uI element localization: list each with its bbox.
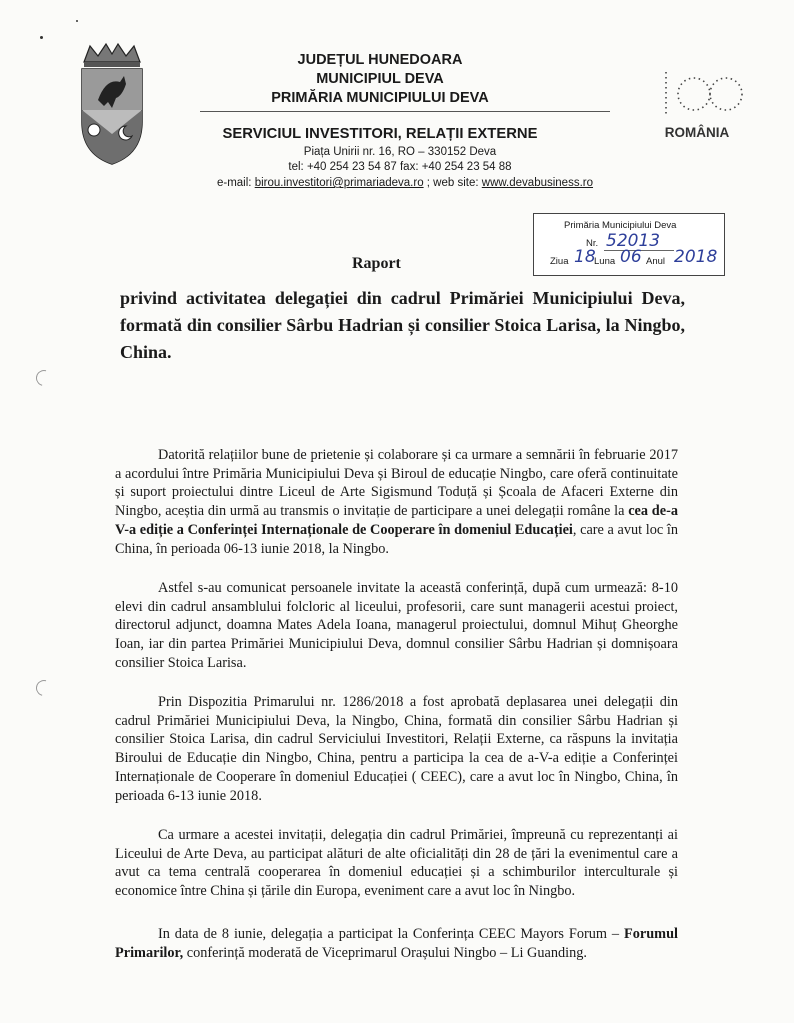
header-city-hall: PRIMĂRIA MUNICIPIULUI DEVA (271, 90, 489, 106)
centenary-icon (650, 68, 744, 120)
stamp-title: Primăria Municipiului Deva (564, 220, 677, 231)
paragraph-5 (115, 925, 678, 962)
email-link[interactable]: birou.investitori@primariadeva.ro (254, 177, 424, 189)
header-divider (200, 111, 610, 112)
registration-stamp (533, 213, 725, 276)
header-county: JUDEȚUL HUNEDOARA (297, 52, 463, 68)
paragraph-5-text-a: In data de 8 iunie, delegația a participat la Conferința CEEC Mayors Forum – (158, 926, 624, 942)
stamp-nr-label: Nr. (586, 238, 599, 249)
punch-hole-icon (33, 677, 55, 699)
badge-country: ROMÂNIA (664, 125, 730, 140)
paragraph-5-text-c: conferință moderată de Viceprimarul Orașului Ningbo – Li Guanding. (183, 944, 587, 961)
punch-hole-icon (33, 367, 55, 389)
scan-speck (40, 36, 43, 39)
paragraph-1-text-c: , care a avut loc în China, în perioada 06-13 iunie 2018, la Ningbo. (115, 521, 678, 557)
paragraph-5-bold: Forumul Primarilor, (115, 926, 678, 961)
scan-speck (76, 20, 78, 22)
paragraph-3: Prin Dispozitia Primarului nr. 1286/2018 a fost aprobată deplasarea unei delegații din cadrul Primăriei Municipiului Deva, la Ningbo, China, formată din consilier Sârbu Hadrian și consilier Stoica Larisa, din cadrul Serviciului Investitori, Relații Externe, ca răspuns la invitația Biroului de Educație din Ningbo, China, pentru a participa la cea de a-V-a ediție a Conferinței Internaționale de Cooperare în domeniul Educației ( CEEC), care a avut loc în Ningbo, China, în perioada 6-13 iunie 2018. (115, 694, 678, 804)
web-label: ; web site: (426, 177, 479, 189)
report-subject: privind activitatea delegației din cadrul Primăriei Municipiului Deva, formată din consilier Sârbu Hadrian și consilier Stoica Larisa, la Ningbo, China. (120, 288, 685, 362)
header-service: SERVICIUL INVESTITORI, RELAȚII EXTERNE (222, 126, 538, 142)
stamp-anul-label: Anul (646, 256, 666, 267)
header-phone: tel: +40 254 23 54 87 fax: +40 254 23 54 88 (288, 161, 512, 173)
website-link[interactable]: www.devabusiness.ro (481, 177, 594, 189)
stamp-luna-value: 06 (620, 247, 642, 267)
stamp-nr-value: 52013 (606, 231, 661, 251)
paragraph-4: Ca urmare a acestei invitații, delegația din cadrul Primăriei, împreună cu reprezentanți ai Liceului de Arte Deva, au participat alături de alte oficialități din 28 de țări la evenimentul care a avut ca tema centrală cooperarea în domeniul educației și a schimburilor interculturale și economice între China și țările din Europa, eveniment care a avut loc în Ningbo. (115, 827, 678, 900)
header-contact-line (195, 177, 615, 189)
email-label: e-mail: (216, 177, 252, 189)
stamp-ziua-value: 18 (574, 247, 596, 267)
paragraph-2: Astfel s-au comunicat persoanele invitate la această conferință, după cum urmează: 8-10 elevi din cadrul ansamblului folcloric al liceului, profesorii, care sunt managerii acestui proiect, directorul adjunct, doamna Mates Adela Ioana, managerul proiectului, domnul Mihuț Gheorghe Ioan, iar din partea Primăriei Municipiului Deva, domnul consilier Sârbu Hadrian și domnișoara consilier Stoica Larisa. (115, 580, 678, 671)
header-municipality: MUNICIPIUL DEVA (316, 71, 444, 87)
paragraph-1-bold: cea de-a V-a ediție a Conferinței Internaționale de Cooperare în domeniul Educației (115, 503, 678, 538)
header-address: Piața Unirii nr. 16, RO – 330152 Deva (303, 146, 497, 158)
stamp-anul-value: 2018 (674, 247, 718, 267)
stamp-luna-label: Luna (594, 256, 616, 267)
paragraph-1-text-a: Datorită relațiilor bune de prietenie și colaborare și ca urmare a semnării în februarie 2017 a acordului între Primăria Municipiului Deva și Biroul de educație Ningbo, care oferă continuitate și suport proiectului dintre Liceul de Arte Sigismund Toduță și Școala de Afaceri Externe din Ningbo, aceștia din urmă au transmis o invitație de participare a unei delegații române la (115, 447, 678, 520)
report-heading: Raport (352, 255, 401, 272)
paragraph-1 (115, 446, 678, 558)
stamp-ziua-label: Ziua (550, 256, 569, 267)
romania-100-logo (650, 68, 744, 140)
coat-of-arms-icon (76, 42, 148, 167)
